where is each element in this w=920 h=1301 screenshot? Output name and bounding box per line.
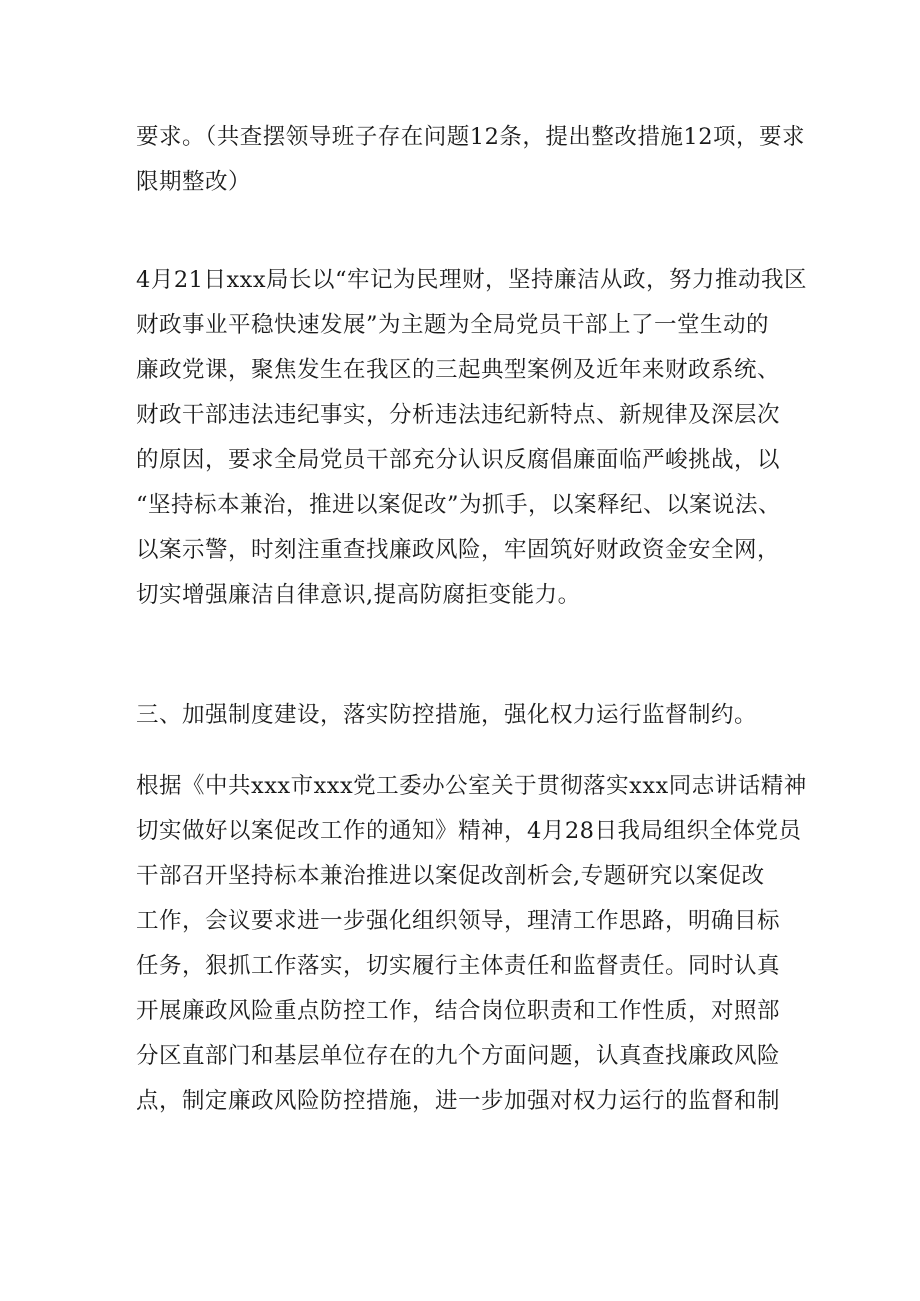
paragraph-system-building <box>136 764 826 1124</box>
text-line: 限期整改） <box>136 169 252 195</box>
text-line: 切实做好以案促改工作的通知》精神，4月28日我局组织全体党员 <box>136 818 802 844</box>
text-line: 4月21日xxx局长以“牢记为民理财，坚持廉洁从政，努力推动我区 <box>136 267 808 293</box>
text-line: 切实增强廉洁自律意识,提高防腐拒变能力。 <box>136 582 581 608</box>
text-line: 开展廉政风险重点防控工作，结合岗位职责和工作性质，对照部 <box>136 998 781 1024</box>
text-line: “坚持标本兼治，推进以案促改”为抓手，以案释纪、以案说法、 <box>136 492 782 518</box>
text-line: 干部召开坚持标本兼治推进以案促改剖析会,专题研究以案促改 <box>136 863 765 889</box>
text-line: 要求。（共查摆领导班子存在问题12条，提出整改措施12项，要求 <box>136 124 806 150</box>
text-line: 工作，会议要求进一步强化组织领导，理清工作思路，明确目标 <box>136 908 781 934</box>
text-line: 的原因，要求全局党员干部充分认识反腐倡廉面临严峻挑战，以 <box>136 447 781 473</box>
text-line: 财政事业平稳快速发展”为主题为全局党员干部上了一堂生动的 <box>136 312 770 338</box>
section-heading <box>136 693 826 738</box>
text-line: 财政干部违法违纪事实，分析违法违纪新特点、新规律及深层次 <box>136 402 781 428</box>
heading-line: 三、加强制度建设，落实防控措施，强化权力运行监督制约。 <box>136 702 758 728</box>
paragraph-party-lecture <box>136 258 826 618</box>
text-line: 任务，狠抓工作落实，切实履行主体责任和监督责任。同时认真 <box>136 953 781 979</box>
text-line: 分区直部门和基层单位存在的九个方面问题，认真查找廉政风险 <box>136 1043 781 1069</box>
paragraph-rectification-requirement <box>136 115 826 205</box>
text-line: 以案示警，时刻注重查找廉政风险，牢固筑好财政资金安全网， <box>136 537 781 563</box>
text-line: 根据《中共xxx市xxx党工委办公室关于贯彻落实xxx同志讲话精神 <box>136 773 807 799</box>
text-line: 点，制定廉政风险防控措施，进一步加强对权力运行的监督和制 <box>136 1088 781 1114</box>
text-line: 廉政党课，聚焦发生在我区的三起典型案例及近年来财政系统、 <box>136 357 781 383</box>
